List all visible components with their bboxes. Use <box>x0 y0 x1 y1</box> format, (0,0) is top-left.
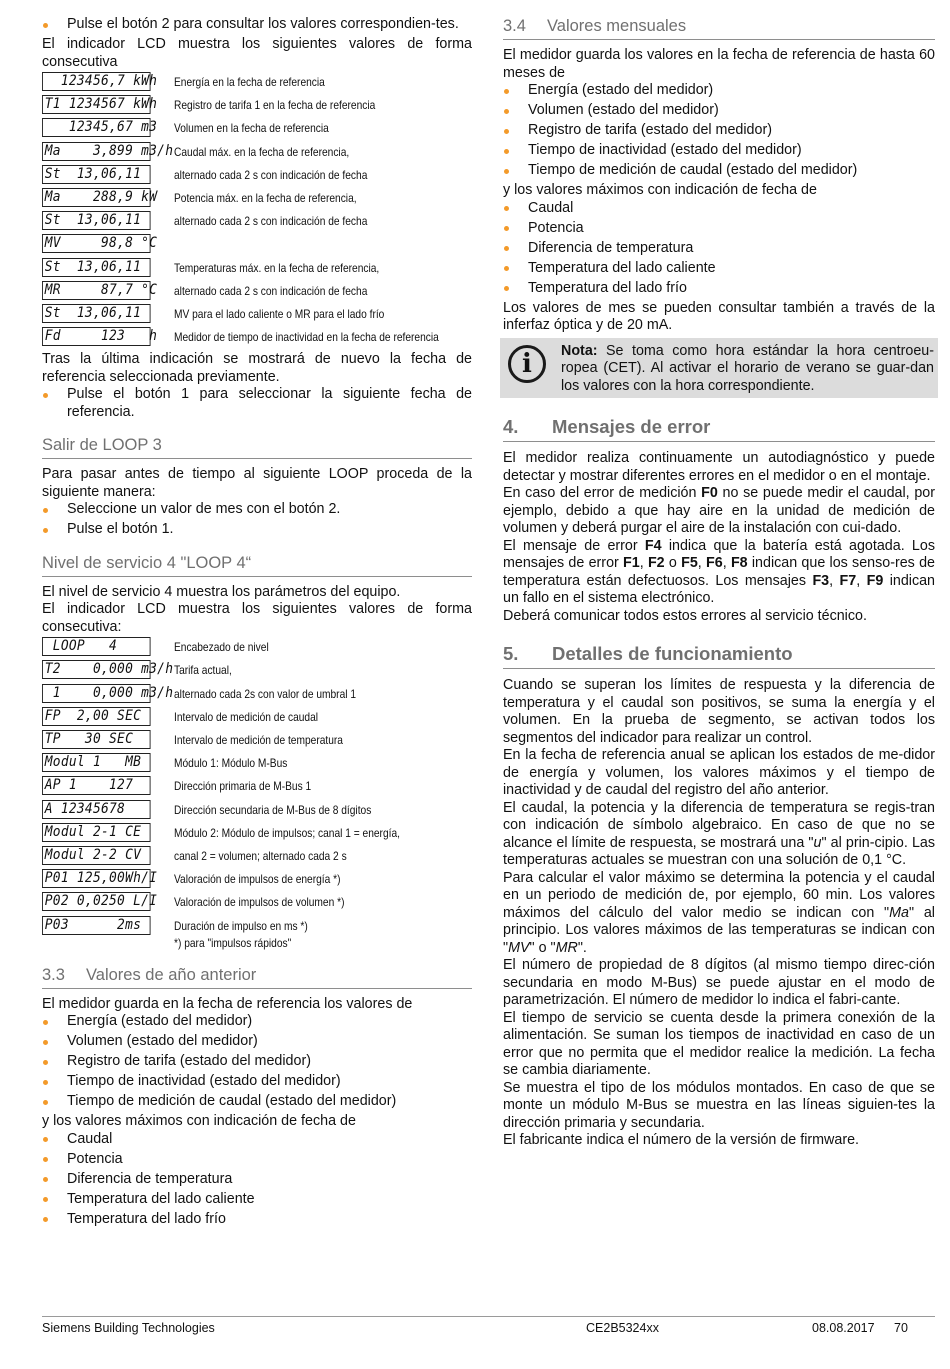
section-heading-3-3: 3.3 Valores de año anterior <box>42 965 472 989</box>
lcd-row <box>42 753 472 776</box>
lcd-caption: Módulo 1: Módulo M-Bus <box>174 756 288 771</box>
lcd-caption: Intervalo de medición de caudal <box>174 709 319 724</box>
paragraph: y los valores máximos con indicación de fecha de <box>503 182 817 198</box>
lcd-row <box>42 211 472 234</box>
lcd-display-table-loop3 <box>42 72 472 350</box>
lcd-display: Modul 2-1 CE <box>42 823 151 842</box>
lcd-caption: Tarifa actual, <box>174 663 232 678</box>
list-item: Temperatura del lado frío <box>503 280 935 298</box>
lcd-display: P03 2ms <box>42 916 151 935</box>
lcd-caption: Potencia máx. en la fecha de referencia, <box>174 190 357 205</box>
note-text: Nota: Se toma como hora estándar la hora centroeu-ropea (CET). Al activar el horario de verano se guar-dan los valores con la hora correspondiente. <box>561 342 934 394</box>
lcd-row <box>42 304 472 327</box>
lcd-display: A 12345678 <box>42 800 151 819</box>
list-item: Temperatura del lado frío <box>42 1211 472 1229</box>
list-item: Caudal <box>503 200 935 218</box>
paragraph: El caudal, la potencia y la diferencia de temperatura se regis-tran con indicación de símbolo algebraico. En caso de que no se alcance el límite de respuesta, se mostrará una "u" al prin-cipio. Las temperaturas actuales se muestran con una solución de 0,1 °C. <box>503 799 935 868</box>
lcd-display: 12345,67 m3 <box>42 118 151 137</box>
lcd-caption: canal 2 = volumen; alternado cada 2 s <box>174 848 347 863</box>
paragraph: En caso del error de medición F0 no se puede medir el caudal, por ejemplo, debido a que hay aire en la unidad de medición de volumen y deberá purgar el aire de la instalación con cui-dado. <box>503 485 935 536</box>
lcd-caption: Temperaturas máx. en la fecha de referencia, <box>174 260 380 275</box>
lcd-caption: Valoración de impulsos de volumen *) <box>174 895 345 910</box>
paragraph: El tiempo de servicio se cuenta desde la primera conexión de la alimentación. Se suman los tiempos de inactividad en caso de un error que no permita que el medidor realice la medición. La fecha se cambia diariamente. <box>503 1009 935 1078</box>
lcd-display-table-loop4 <box>42 637 472 938</box>
list-item: Pulse el botón 2 para consultar los valores correspondien-tes. <box>42 16 472 34</box>
list-item: Tiempo de medición de caudal (estado del medidor) <box>503 162 935 180</box>
paragraph: Para pasar antes de tiempo al siguiente LOOP proceda de la siguiente manera: <box>42 466 472 500</box>
lcd-display: Modul 1 MB <box>42 753 151 772</box>
list-item: Temperatura del lado caliente <box>42 1191 472 1209</box>
lcd-row <box>42 637 472 660</box>
lcd-display: St 13,06,11 <box>42 211 151 230</box>
paragraph: El medidor guarda los valores en la fecha de referencia de hasta 60 meses de <box>503 47 935 81</box>
lcd-row <box>42 327 472 350</box>
left-column <box>42 16 472 1231</box>
list-item: Caudal <box>42 1131 472 1149</box>
lcd-display: FP 2,00 SEC <box>42 707 151 726</box>
paragraph: El fabricante indica el número de la versión de firmware. <box>503 1132 860 1148</box>
paragraph: Se muestra el tipo de los módulos montados. En caso de que se monte un módulo M-Bus se muestra en las líneas siguien-tes la dirección primaria y secundaria. <box>503 1079 935 1131</box>
lcd-row <box>42 142 472 165</box>
paragraph: Los valores de mes se pueden consultar también a través de la inferfaz óptica y de 20 mA. <box>503 299 935 333</box>
lcd-footnote: *) para "impulsos rápidos" <box>174 935 292 950</box>
list-item: Pulse el botón 1. <box>42 521 472 539</box>
lcd-caption: MV para el lado caliente o MR para el lado frío <box>174 306 385 321</box>
lcd-row <box>42 823 472 846</box>
lcd-row <box>42 118 472 141</box>
lcd-caption: alternado cada 2s con valor de umbral 1 <box>174 686 357 701</box>
lcd-row <box>42 234 472 257</box>
lcd-row <box>42 95 472 118</box>
paragraph: El indicador LCD muestra los siguientes valores de forma consecutiva <box>42 36 472 70</box>
lcd-row <box>42 281 472 304</box>
lcd-display: LOOP 4 <box>42 637 151 656</box>
paragraph: Cuando se superan los límites de respuesta y la diferencia de temperatura y el caudal son positivos, se suma la energía y el volumen. En la prueba de segmento, se activan todos los segmentos del indicador para realizar un control. <box>503 677 935 746</box>
page-footer <box>42 1316 935 1335</box>
paragraph: El medidor guarda en la fecha de referencia los valores de <box>42 995 413 1012</box>
lcd-caption: Valoración de impulsos de energía *) <box>174 872 341 887</box>
paragraph: El nivel de servicio 4 muestra los parámetros del equipo. <box>42 583 401 600</box>
lcd-row <box>42 869 472 892</box>
lcd-display: Modul 2-2 CV <box>42 846 151 865</box>
footer-date: 08.08.2017 <box>812 1321 875 1335</box>
footer-doc-id: CE2B5324xx <box>586 1321 659 1335</box>
paragraph: Tras la última indicación se mostrará de nuevo la fecha de referencia seleccionada previamente. <box>42 351 472 385</box>
lcd-row <box>42 730 472 753</box>
list-item: Energía (estado del medidor) <box>42 1013 472 1031</box>
lcd-row <box>42 707 472 730</box>
paragraph: Para calcular el valor máximo se determina la potencia y el caudal en un periodo de medición de, por ejemplo, 60 min. Los valores máximos del cálculo del valor medio se indican con "Ma" al principio. Los valores máximos de las temperaturas se indican con "MV" o "MR". <box>503 869 935 956</box>
lcd-row <box>42 846 472 869</box>
list-item: Volumen (estado del medidor) <box>503 102 935 120</box>
lcd-caption: Duración de impulso en ms *) <box>174 918 308 933</box>
lcd-row <box>42 892 472 915</box>
footer-company: Siemens Building Technologies <box>42 1321 215 1335</box>
lcd-display: MR 87,7 °C <box>42 281 151 300</box>
lcd-display: St 13,06,11 <box>42 258 151 277</box>
lcd-caption: Intervalo de medición de temperatura <box>174 733 343 747</box>
lcd-row <box>42 776 472 799</box>
lcd-caption: alternado cada 2 s con indicación de fecha <box>174 283 368 298</box>
list-item: Energía (estado del medidor) <box>503 82 935 100</box>
list-item: Diferencia de temperatura <box>42 1171 472 1189</box>
lcd-display: Fd 123 h <box>42 327 151 346</box>
paragraph: El medidor realiza continuamente un autodiagnóstico y puede detectar y mostrar diferentes errores en el medidor o en el montaje. <box>503 450 935 484</box>
lcd-caption: Encabezado de nivel <box>174 640 269 655</box>
section-heading-3-4: 3.4 Valores mensuales <box>503 16 935 40</box>
list-item: Seleccione un valor de mes con el botón 2. <box>42 501 472 519</box>
lcd-caption: Caudal máx. en la fecha de referencia, <box>174 144 350 159</box>
lcd-caption: Medidor de tiempo de inactividad en la fecha de referencia <box>174 330 439 345</box>
paragraph: El indicador LCD muestra los siguientes valores de forma consecutiva: <box>42 601 472 635</box>
lcd-row <box>42 165 472 188</box>
list-item: Volumen (estado del medidor) <box>42 1033 472 1051</box>
section-heading-salir-loop3: Salir de LOOP 3 <box>42 435 472 459</box>
lcd-row <box>42 684 472 707</box>
lcd-caption: Energía en la fecha de referencia <box>174 75 325 89</box>
list-item: Tiempo de medición de caudal (estado del medidor) <box>42 1093 472 1111</box>
lcd-caption: Módulo 2: Módulo de impulsos; canal 1 = energía, <box>174 825 400 840</box>
list-item: Tiempo de inactividad (estado del medidor) <box>503 142 935 160</box>
list-item: Potencia <box>503 220 935 238</box>
list-item: Potencia <box>42 1151 472 1169</box>
lcd-display: 1 0,000 m3/h <box>42 684 151 703</box>
paragraph: En la fecha de referencia anual se aplican los estados de me-didor de energía y volumen, los valores máximos y el tiempo de inactividad y de caudal del registro del año anterior. <box>503 747 935 798</box>
paragraph: Deberá comunicar todos estos errores al servicio técnico. <box>503 607 867 624</box>
lcd-display: P01 125,00Wh/I <box>42 869 151 888</box>
info-icon: i <box>508 345 546 383</box>
lcd-row <box>42 660 472 683</box>
lcd-display: MV 98,8 °C <box>42 234 151 253</box>
lcd-caption: alternado cada 2 s con indicación de fecha <box>174 214 368 229</box>
paragraph: y los valores máximos con indicación de fecha de <box>42 1113 356 1130</box>
lcd-display: TP 30 SEC <box>42 730 151 749</box>
lcd-caption: Dirección secundaria de M-Bus de 8 dígitos <box>174 802 372 817</box>
lcd-row <box>42 188 472 211</box>
lcd-caption: alternado cada 2 s con indicación de fecha <box>174 167 368 182</box>
lcd-display: T1 1234567 kWh <box>42 95 151 114</box>
lcd-display: P02 0,0250 L/I <box>42 892 151 911</box>
list-item: Tiempo de inactividad (estado del medidor) <box>42 1073 472 1091</box>
list-item: Pulse el botón 1 para seleccionar la siguiente fecha de referencia. <box>42 386 472 421</box>
right-column <box>503 16 935 1150</box>
note-box <box>500 338 938 399</box>
paragraph: El mensaje de error F4 indica que la batería está agotada. Los mensajes de error F1, F2 o F5, F6, F8 indican que los senso-res de temperatura están defectuosos. Los mensajes F3, F7, F9 indican un fallo en el sistema electrónico. <box>503 537 935 606</box>
section-heading-4: 4. Mensajes de error <box>503 416 935 442</box>
footer-page-number: 70 <box>894 1321 908 1335</box>
lcd-row <box>42 258 472 281</box>
lcd-display: Ma 3,899 m3/h <box>42 142 151 161</box>
lcd-caption: Volumen en la fecha de referencia <box>174 121 329 136</box>
lcd-row <box>42 800 472 823</box>
section-heading-5: 5. Detalles de funcionamiento <box>503 643 935 669</box>
lcd-display: 123456,7 kWh <box>42 72 151 91</box>
lcd-caption: Registro de tarifa 1 en la fecha de referencia <box>174 98 376 113</box>
paragraph: El número de propiedad de 8 dígitos (al mismo tiempo direc-ción secundaria en modo M-Bus) se puede ajustar en el modo de parametrización. El número de medidor lo indica el fabri-cante. <box>503 957 935 1008</box>
list-item: Registro de tarifa (estado del medidor) <box>503 122 935 140</box>
list-item: Temperatura del lado caliente <box>503 260 935 278</box>
list-item: Diferencia de temperatura <box>503 240 935 258</box>
lcd-display: St 13,06,11 <box>42 304 151 323</box>
lcd-row <box>42 72 472 95</box>
lcd-display: Ma 288,9 kW <box>42 188 151 207</box>
lcd-display: St 13,06,11 <box>42 165 151 184</box>
lcd-display: AP 1 127 <box>42 776 151 795</box>
lcd-display: T2 0,000 m3/h <box>42 660 151 679</box>
section-heading-nivel-servicio-4: Nivel de servicio 4 "LOOP 4“ <box>42 553 472 577</box>
lcd-caption: Dirección primaria de M-Bus 1 <box>174 779 312 794</box>
list-item: Registro de tarifa (estado del medidor) <box>42 1053 472 1071</box>
